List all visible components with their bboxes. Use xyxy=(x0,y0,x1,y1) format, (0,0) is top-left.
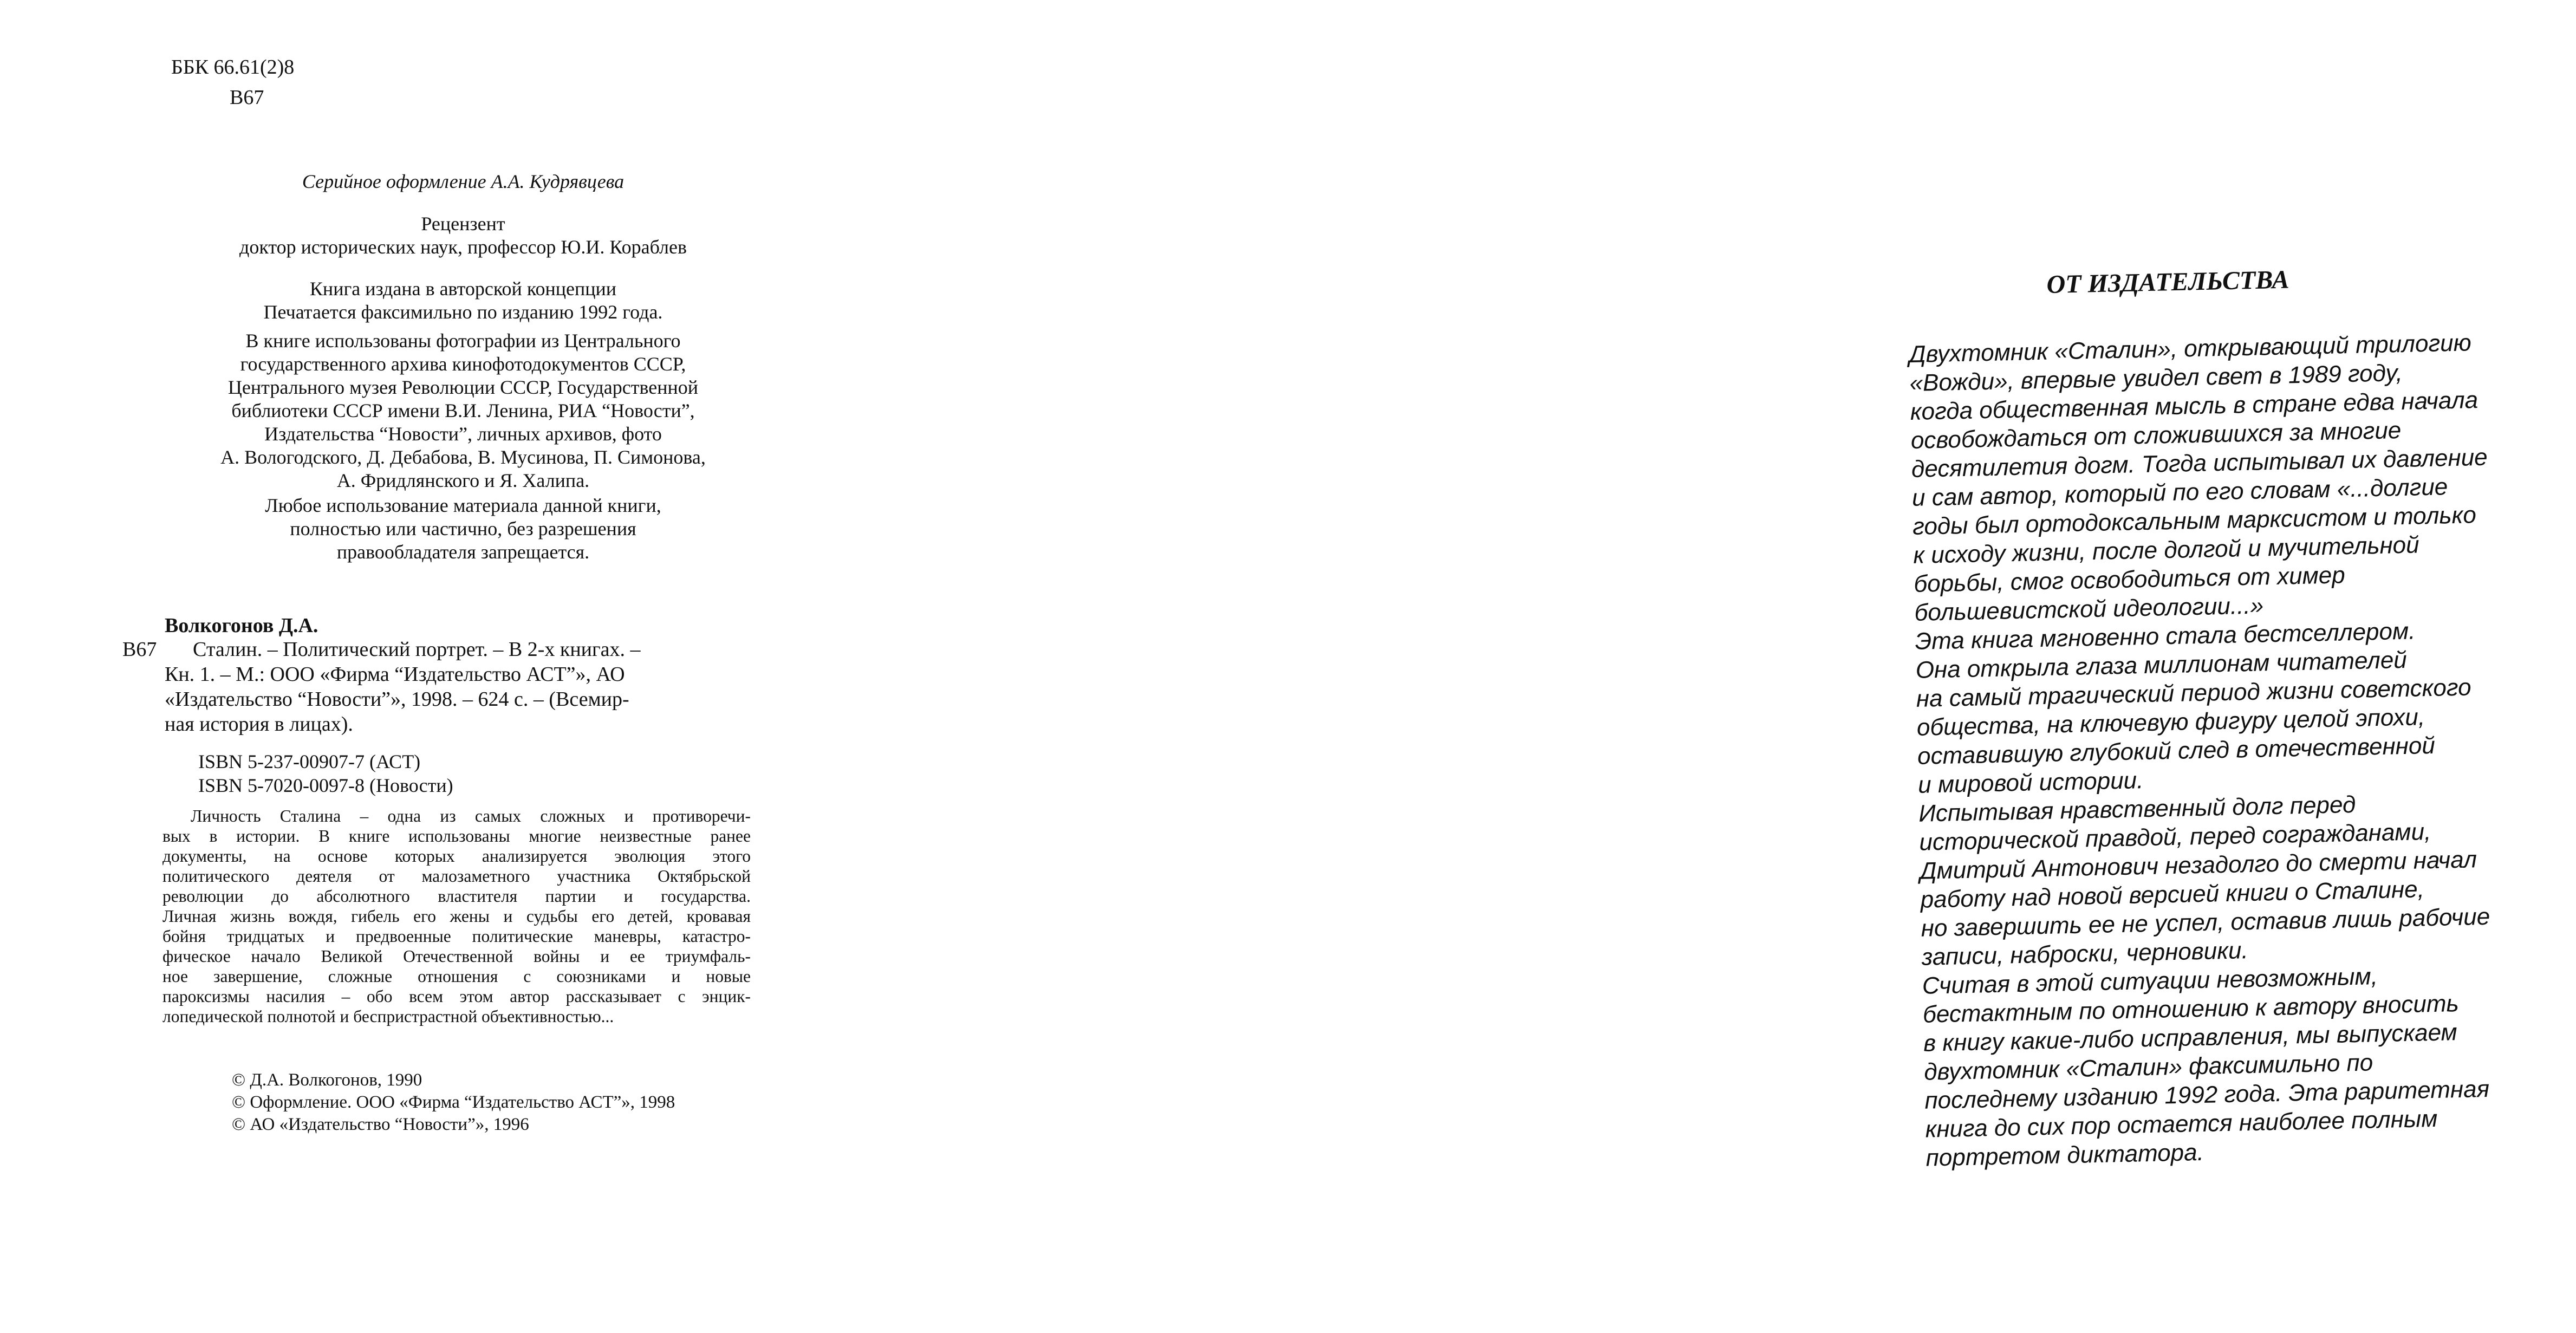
reviewer-title: Рецензент xyxy=(421,213,505,235)
author-sign-code: В67 xyxy=(230,86,264,109)
annotation-line: политического деятеля от малозаметного участника Октябрьской xyxy=(162,867,751,886)
publisher-note-line: и сам автор, который по его словам «...долгие xyxy=(1911,473,2448,511)
left-page xyxy=(0,0,887,1333)
publisher-note-title: ОТ ИЗДАТЕЛЬСТВА xyxy=(2046,265,2290,299)
annotation-line: вых в истории. В книге использованы многие неизвестные ранее xyxy=(162,827,751,846)
photo-credits-line: Центрального музея Революции СССР, Государственной xyxy=(227,376,699,398)
publisher-note-line: и мировой истории. xyxy=(1917,767,2144,798)
copyright-line: © Д.А. Волкогонов, 1990 xyxy=(232,1070,422,1090)
publisher-note-line: оставившую глубокий след в отечественной xyxy=(1917,732,2436,770)
publisher-note-text xyxy=(1909,327,2576,1173)
annotation-line: Личная жизнь вождя, гибель его жены и судьбы его детей, кровавая xyxy=(162,907,751,926)
publisher-note-line: на самый трагический период жизни советского xyxy=(1916,674,2472,712)
bibliographic-description xyxy=(165,637,752,737)
annotation-line: лопедической полнотой и беспристрастной объективностью... xyxy=(162,1007,614,1026)
publisher-note-line: записи, наброски, черновики. xyxy=(1921,937,2249,971)
photo-credits-line: Издательства “Новости”, личных архивов, фото xyxy=(264,423,662,445)
publisher-note-line: когда общественная мысль в стране едва начала xyxy=(1910,387,2479,425)
edition-note xyxy=(162,277,764,324)
usage-notice-line: правообладателя запрещается. xyxy=(336,541,590,563)
library-code: В67 xyxy=(122,638,157,661)
isbn-block xyxy=(198,750,453,797)
bbk-code: ББК 66.61(2)8 xyxy=(171,56,295,79)
edition-note-line: Книга издана в авторской концепции xyxy=(309,278,617,300)
isbn-line: ISBN 5-7020-0097-8 (Новости) xyxy=(198,775,453,796)
publisher-note-line: последнему изданию 1992 года. Эта раритетная xyxy=(1924,1075,2490,1114)
reviewer-block xyxy=(162,212,764,259)
publisher-note-line: освобождаться от сложившихся за многие xyxy=(1910,417,2402,454)
publisher-note-line: Двухтомник «Сталин», открывающий трилогию xyxy=(1909,329,2472,368)
publisher-note-line: общества, на ключевую фигуру целой эпохи, xyxy=(1916,704,2425,741)
reviewer-name: доктор исторических наук, профессор Ю.И. Кораблев xyxy=(239,236,687,258)
publisher-note-line: Она открыла глаза миллионам читателей xyxy=(1915,646,2408,684)
annotation-line: ное завершение, сложные отношения с союзниками и новые xyxy=(162,967,751,986)
publisher-note-line: но завершить ее не успел, оставив лишь рабочие xyxy=(1921,903,2490,942)
publisher-note-line: в книгу какие-либо исправления, мы выпускаем xyxy=(1923,1019,2458,1057)
usage-notice xyxy=(162,494,764,564)
publisher-note-line: десятилетия догм. Тогда испытывал их давление xyxy=(1911,444,2488,483)
publisher-note-line: «Вожди», впервые увидел свет в 1989 году, xyxy=(1909,359,2403,396)
photo-credits-line: В книге использованы фотографии из Центрального xyxy=(245,330,681,352)
annotation-line: бойня тридцатых и предвоенные политические маневры, катастро- xyxy=(162,927,751,946)
publisher-note-line: бестактным по отношению к автору вносить xyxy=(1922,990,2460,1028)
usage-notice-line: Любое использование материала данной книги, xyxy=(265,495,661,516)
annotation-line: фическое начало Великой Отечественной войны и ее триумфаль- xyxy=(162,947,751,966)
annotation-line: Личность Сталина – одна из самых сложных и противоречи- xyxy=(191,807,751,825)
photo-credits-line: А. Фридлянского и Я. Халипа. xyxy=(336,470,590,491)
right-page xyxy=(887,0,2490,1333)
publisher-note-line: большевистской идеологии...» xyxy=(1914,592,2264,626)
publisher-note-line: работу над новой версией книги о Сталине, xyxy=(1920,876,2425,913)
publisher-note-line: двухтомник «Сталин» факсимильно по xyxy=(1923,1049,2373,1085)
annotation-line: революции до абсолютного властителя партии и государства. xyxy=(162,887,751,906)
publisher-note-line: к исходу жизни, после долгой и мучительной xyxy=(1913,531,2420,569)
copyright-line: © Оформление. ООО «Фирма “Издательство АСТ”», 1998 xyxy=(232,1093,675,1112)
edition-note-line: Печатается факсимильно по изданию 1992 года. xyxy=(263,301,663,323)
author-name: Волкогонов Д.А. xyxy=(165,614,318,637)
photo-credits-line: А. Вологодского, Д. Дебабова, В. Мусинова, П. Симонова, xyxy=(220,446,706,468)
annotation-line: пароксизмы насилия – обо всем этом автор рассказывает с энцик- xyxy=(162,987,751,1006)
annotation-line: документы, на основе которых анализируется эволюция этого xyxy=(162,847,751,866)
copyright-line: © АО «Издательство “Новости”», 1996 xyxy=(232,1115,529,1134)
publisher-note-line: Эта книга мгновенно стала бестселлером. xyxy=(1915,617,2416,655)
publisher-note-line: Дмитрий Антонович незадолго до смерти начал xyxy=(1920,846,2477,885)
photo-credits xyxy=(162,329,764,492)
publisher-note-line: исторической правдой, перед согражданами, xyxy=(1918,818,2431,856)
bibliographic-line: «Издательство “Новости”», 1998. – 624 с. – (Всемир- xyxy=(165,688,629,711)
bbk-classification xyxy=(171,52,294,113)
bibliographic-line: ная история в лицах). xyxy=(165,713,353,736)
publisher-note-line: Испытывая нравственный долг перед xyxy=(1918,791,2356,827)
publisher-note-line: книга до сих пор остается наиболее полным xyxy=(1925,1105,2438,1143)
usage-notice-line: полностью или частично, без разрешения xyxy=(290,518,636,539)
series-design-credit: Серийное оформление А.А. Кудрявцева xyxy=(302,171,625,192)
annotation xyxy=(162,806,751,1026)
isbn-line: ISBN 5-237-00907-7 (АСТ) xyxy=(198,751,421,772)
publisher-note-line: Считая в этой ситуации невозможным, xyxy=(1922,963,2378,999)
publisher-note-line: годы был ортодоксальным марксистом и только xyxy=(1912,502,2477,540)
photo-credits-line: библиотеки СССР имени В.И. Ленина, РИА “Новости”, xyxy=(231,400,695,421)
photo-credits-line: государственного архива кинофотодокументов СССР, xyxy=(240,353,686,375)
bibliographic-line: Сталин. – Политический портрет. – В 2-х книгах. – xyxy=(193,638,641,661)
bibliographic-line: Кн. 1. – М.: ООО «Фирма “Издательство АСТ”», АО xyxy=(165,663,625,686)
publisher-note-line: портретом диктатора. xyxy=(1926,1139,2204,1172)
publisher-note-line: борьбы, смог освободиться от химер xyxy=(1913,562,2346,597)
copyright-block xyxy=(232,1069,675,1136)
